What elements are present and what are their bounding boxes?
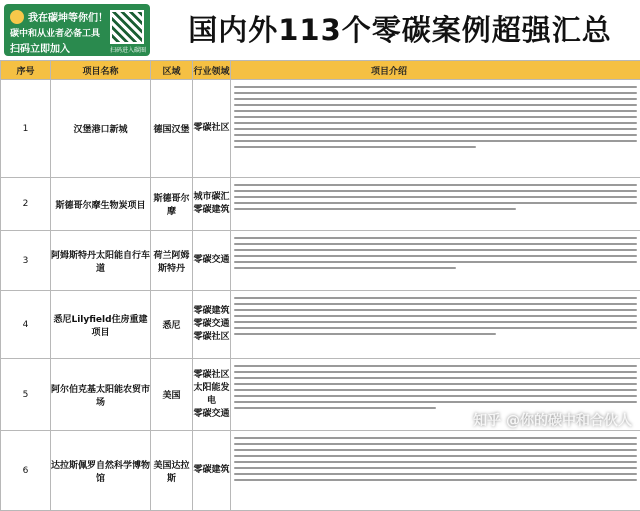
column-header-intro: 项目介绍 <box>231 61 640 80</box>
project-intro <box>231 80 640 178</box>
project-intro <box>231 231 640 291</box>
row-number: 5 <box>1 359 51 431</box>
project-category <box>193 291 231 359</box>
category-line: 零碳交通 <box>193 408 230 421</box>
intro-text-block <box>234 437 637 481</box>
category-line: 零碳交通 <box>193 254 230 267</box>
column-header-category: 行业领域 <box>193 61 231 80</box>
cases-table <box>0 60 640 511</box>
table-row <box>1 178 640 231</box>
intro-text-block <box>234 184 637 210</box>
row-number: 2 <box>1 178 51 231</box>
project-name: 斯德哥尔摩生物炭项目 <box>51 178 151 231</box>
project-name: 汉堡港口新城 <box>51 80 151 178</box>
qr-code-icon[interactable] <box>110 10 144 44</box>
category-line: 零碳建筑 <box>193 464 230 477</box>
intro-text-block <box>234 237 637 269</box>
table-row <box>1 231 640 291</box>
promo-line-1: 我在碳坤等你们！ <box>28 9 108 24</box>
project-intro <box>231 431 640 511</box>
project-name: 悉尼Lilyfield住房重建项目 <box>51 291 151 359</box>
intro-text-block <box>234 297 637 335</box>
category-line: 城市碳汇 <box>193 191 230 204</box>
table-row <box>1 291 640 359</box>
column-header-region: 区域 <box>151 61 193 80</box>
category-line: 零碳社区 <box>193 122 230 135</box>
category-line: 零碳社区 <box>193 369 230 382</box>
promo-line-3: 扫码立即加入 <box>10 40 70 55</box>
intro-text-block <box>234 86 637 148</box>
row-number: 1 <box>1 80 51 178</box>
project-name: 阿姆斯特丹太阳能自行车道 <box>51 231 151 291</box>
qr-caption: 扫码进入碳圈 <box>110 45 146 54</box>
promo-line-2: 碳中和从业者必备工具 <box>10 26 100 39</box>
column-header-name: 项目名称 <box>51 61 151 80</box>
project-category <box>193 359 231 431</box>
project-category <box>193 431 231 511</box>
project-region: 荷兰阿姆斯特丹 <box>151 231 193 291</box>
table-row <box>1 80 640 178</box>
speech-bubble-icon <box>10 10 24 24</box>
project-intro <box>231 291 640 359</box>
category-line: 太阳能发电 <box>193 382 230 408</box>
project-name: 达拉斯佩罗自然科学博物馆 <box>51 431 151 511</box>
category-line: 零碳建筑 <box>193 305 230 318</box>
project-intro <box>231 178 640 231</box>
project-region: 美国达拉斯 <box>151 431 193 511</box>
page-title: 国内外113个零碳案例超强汇总 <box>160 8 640 52</box>
category-line: 零碳社区 <box>193 331 230 344</box>
table-header-row <box>1 61 640 80</box>
watermark: 知乎 @你的碳中和合伙人 <box>473 410 632 430</box>
project-name: 阿尔伯克基太阳能农贸市场 <box>51 359 151 431</box>
row-number: 3 <box>1 231 51 291</box>
project-region: 悉尼 <box>151 291 193 359</box>
project-region: 德国汉堡 <box>151 80 193 178</box>
category-line: 零碳建筑 <box>193 204 230 217</box>
promo-qr-box[interactable] <box>4 4 150 56</box>
project-category <box>193 178 231 231</box>
row-number: 6 <box>1 431 51 511</box>
column-header-no: 序号 <box>1 61 51 80</box>
row-number: 4 <box>1 291 51 359</box>
category-line: 零碳交通 <box>193 318 230 331</box>
project-category <box>193 231 231 291</box>
project-region: 斯德哥尔摩 <box>151 178 193 231</box>
project-region: 美国 <box>151 359 193 431</box>
table-row <box>1 431 640 511</box>
header-banner <box>0 0 640 60</box>
intro-text-block <box>234 365 637 409</box>
project-category <box>193 80 231 178</box>
